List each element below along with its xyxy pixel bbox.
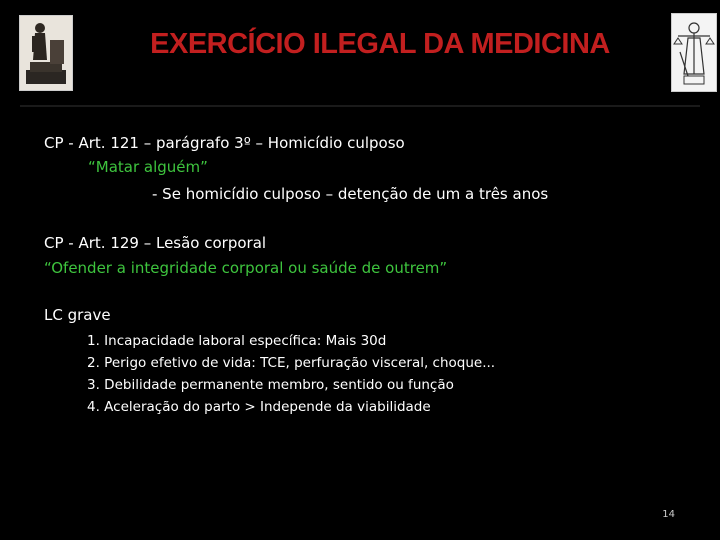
- lc-grave-heading: LC grave: [44, 306, 111, 324]
- art129-quote: “Ofender a integridade corporal ou saúde de outrem”: [44, 259, 448, 277]
- art121-line: CP - Art. 121 – parágrafo 3º – Homicídio culposo: [44, 134, 405, 152]
- art129-line: CP - Art. 129 – Lesão corporal: [44, 234, 267, 252]
- slide-title: EXERCÍCIO ILEGAL DA MEDICINA: [150, 28, 610, 60]
- title-divider: [20, 105, 700, 107]
- list-item: 1. Incapacidade laboral específica: Mais 30d: [87, 333, 387, 349]
- justice-image: [671, 13, 717, 92]
- list-item: 3. Debilidade permanente membro, sentido ou função: [87, 377, 454, 393]
- lc-grave-list: [87, 330, 495, 418]
- list-item: 2. Perigo efetivo de vida: TCE, perfuração visceral, choque...: [87, 355, 496, 371]
- page-number: 14: [662, 509, 675, 520]
- art121-penalty: - Se homicídio culposo – detenção de um a três anos: [152, 185, 549, 203]
- art121-quote: “Matar alguém”: [88, 158, 208, 176]
- justice-icon: [672, 14, 716, 91]
- list-item: 4. Aceleração do parto > Independe da viabilidade: [87, 399, 431, 415]
